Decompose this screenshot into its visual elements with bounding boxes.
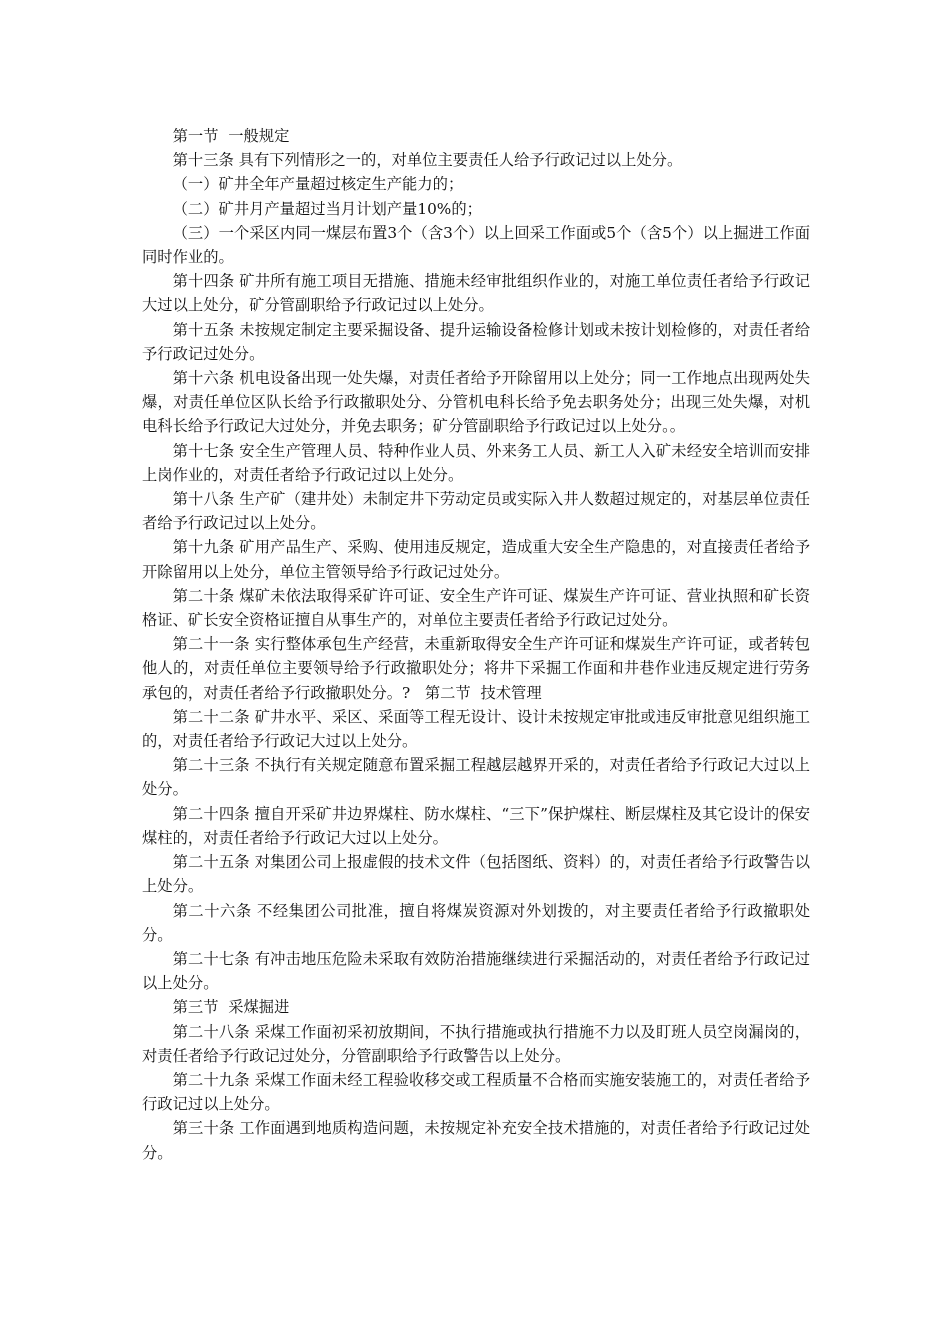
article-paragraph: 第二十八条 采煤工作面初采初放期间，不执行措施或执行措施不力以及盯班人员空岗漏岗的，对责任者给予行政记过处分，分管副职给予行政警告以上处分。 xyxy=(142,1022,810,1065)
list-item: （二）矿井月产量超过当月计划产量10%的； xyxy=(172,199,482,218)
article-paragraph: 第十七条 安全生产管理人员、特种作业人员、外来务工人员、新工人入矿未经安全培训而安排上岗作业的，对责任者给予行政记过以上处分。 xyxy=(142,441,810,484)
list-item: （一）矿井全年产量超过核定生产能力的； xyxy=(172,175,464,194)
article-paragraph: 第二十条 煤矿未依法取得采矿许可证、安全生产许可证、煤炭生产许可证、营业执照和矿长资格证、矿长安全资格证擅自从事生产的，对单位主要责任者给予行政记过处分。 xyxy=(142,586,810,630)
article-paragraph: 第十四条 矿井所有施工项目无措施、措施未经审批组织作业的，对施工单位责任者给予行政记大过以上处分，矿分管副职给予行政记过以上处分。 xyxy=(142,272,810,315)
section-heading: 第三节 采煤掘进 xyxy=(172,998,290,1017)
document-page xyxy=(142,124,810,1165)
article-paragraph: 第二十七条 有冲击地压危险未采取有效防治措施继续进行采掘活动的，对责任者给予行政记过以上处分。 xyxy=(142,949,810,993)
article-paragraph: 第十八条 生产矿（建井处）未制定井下劳动定员或实际入井人数超过规定的，对基层单位责任者给予行政记过以上处分。 xyxy=(142,490,810,533)
article-paragraph: 第二十四条 擅自开采矿井边界煤柱、防水煤柱、“三下”保护煤柱、断层煤柱及其它设计的保安煤柱的，对责任者给予行政记大过以上处分。 xyxy=(142,804,810,847)
article-paragraph: 第十三条 具有下列情形之一的，对单位主要责任人给予行政记过以上处分。 xyxy=(172,151,683,170)
article-paragraph: 第三十条 工作面遇到地质构造问题，未按规定补充安全技术措施的，对责任者给予行政记过处分。 xyxy=(142,1119,810,1162)
article-paragraph: 第二十二条 矿井水平、采区、采面等工程无设计、设计未按规定审批或违反审批意见组织施工的，对责任者给予行政记大过以上处分。 xyxy=(142,707,810,751)
article-paragraph: 第二十三条 不执行有关规定随意布置采掘工程越层越界开采的，对责任者给予行政记大过以上处分。 xyxy=(142,756,810,799)
article-paragraph: 第二十五条 对集团公司上报虚假的技术文件（包括图纸、资料）的，对责任者给予行政警告以上处分。 xyxy=(142,853,810,896)
section-heading: 第一节 一般规定 xyxy=(172,127,290,145)
article-paragraph: 第十五条 未按规定制定主要采掘设备、提升运输设备检修计划或未按计划检修的，对责任者给予行政记过处分。 xyxy=(142,320,810,363)
article-paragraph: 第二十九条 采煤工作面未经工程验收移交或工程质量不合格而实施安装施工的，对责任者给予行政记过以上处分。 xyxy=(142,1070,810,1114)
list-item: （三）一个采区内同一煤层布置3个（含3个）以上回采工作面或5个（含5个）以上掘进工作面同时作业的。 xyxy=(142,223,810,267)
article-paragraph: 第十六条 机电设备出现一处失爆，对责任者给予开除留用以上处分；同一工作地点出现两处失爆，对责任单位区队长给予行政撤职处分、分管机电科长给予免去职务处分；出现三处失爆，对机电科长给予行政记大过处分，并免去职务；矿分管副职给予行政记过以上处分。。 xyxy=(142,369,810,436)
article-paragraph: 第二十一条 实行整体承包生产经营，未重新取得安全生产许可证和煤炭生产许可证，或者转包他人的，对责任单位主要领导给予行政撤职处分；将井下采掘工作面和井巷作业违反规定进行劳务承包的，对责任者给予行政撤职处分。? 第二节 技术管理 xyxy=(142,635,810,702)
article-paragraph: 第二十六条 不经集团公司批准，擅自将煤炭资源对外划拨的，对主要责任者给予行政撤职处分。 xyxy=(142,901,810,944)
article-paragraph: 第十九条 矿用产品生产、采购、使用违反规定，造成重大安全生产隐患的，对直接责任者给予开除留用以上处分，单位主管领导给予行政记过处分。 xyxy=(142,538,810,581)
